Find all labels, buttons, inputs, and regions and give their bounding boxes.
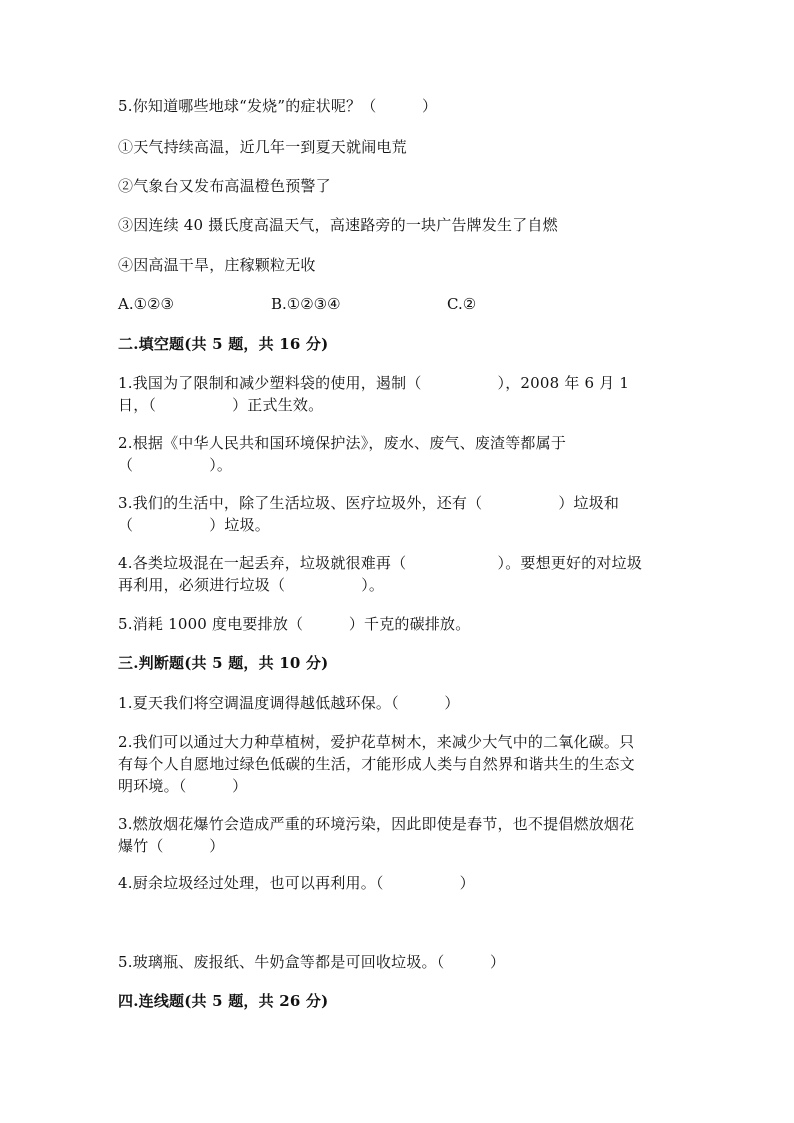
q5-item-4: ④因高温干旱，庄稼颗粒无收 [118, 256, 316, 274]
section2-title: 二.填空题(共 5 题，共 16 分) [118, 335, 329, 353]
s3-q3-line2: 爆竹（ ） [118, 837, 225, 855]
s3-q1: 1.夏天我们将空调温度调得越低越环保。（ ） [118, 694, 460, 712]
q5-option-b: B.①②③④ [271, 295, 341, 313]
s2-q3-line2: （ ）垃圾。 [118, 516, 271, 534]
s3-q3-line1: 3.燃放烟花爆竹会造成严重的环境污染，因此即使是春节，也不提倡燃放烟花 [118, 815, 635, 833]
q5-option-c: C.② [447, 295, 477, 313]
s3-q4: 4.厨余垃圾经过处理，也可以再利用。（ ） [118, 874, 475, 892]
s3-q2-line1: 2.我们可以通过大力种草植树，爱护花草树木，来减少大气中的二氧化碳。只 [118, 733, 635, 751]
q5-item-3: ③因连续 40 摄氏度高温天气，高速路旁的一块广告牌发生了自燃 [118, 216, 558, 234]
section4-title: 四.连线题(共 5 题，共 26 分) [118, 992, 329, 1010]
s2-q1-line1: 1.我国为了限制和减少塑料袋的使用，遏制（ ），2008 年 6 月 1 [118, 374, 630, 392]
s2-q3-line1: 3.我们的生活中，除了生活垃圾、医疗垃圾外，还有（ ）垃圾和 [118, 494, 620, 512]
s2-q4-line1: 4.各类垃圾混在一起丢弃，垃圾就很难再（ ）。要想更好的对垃圾 [118, 554, 643, 572]
section3-title: 三.判断题(共 5 题，共 10 分) [118, 654, 329, 672]
s3-q2-line2: 有每个人自愿地过绿色低碳的生活，才能形成人类与自然界和谐共生的生态文 [118, 755, 635, 773]
q5-option-a: A.①②③ [118, 295, 174, 313]
s2-q5: 5.消耗 1000 度电要排放（ ）千克的碳排放。 [118, 615, 471, 633]
s2-q1-line2: 日，（ ）正式生效。 [118, 396, 324, 414]
q5-item-2: ②气象台又发布高温橙色预警了 [118, 177, 331, 195]
s2-q2-line1: 2.根据《中华人民共和国环境保护法》，废水、废气、废渣等都属于 [118, 434, 567, 452]
s3-q5: 5.玻璃瓶、废报纸、牛奶盒等都是可回收垃圾。（ ） [118, 953, 506, 971]
q5-item-1: ①天气持续高温，近几年一到夏天就闹电荒 [118, 138, 407, 156]
s3-q2-line3: 明环境。（ ） [118, 777, 248, 795]
s2-q4-line2: 再利用，必须进行垃圾（ ）。 [118, 576, 385, 594]
s2-q2-line2: （ ）。 [118, 456, 233, 474]
q5-stem: 5.你知道哪些地球“发烧”的症状呢？（ ） [118, 97, 438, 115]
